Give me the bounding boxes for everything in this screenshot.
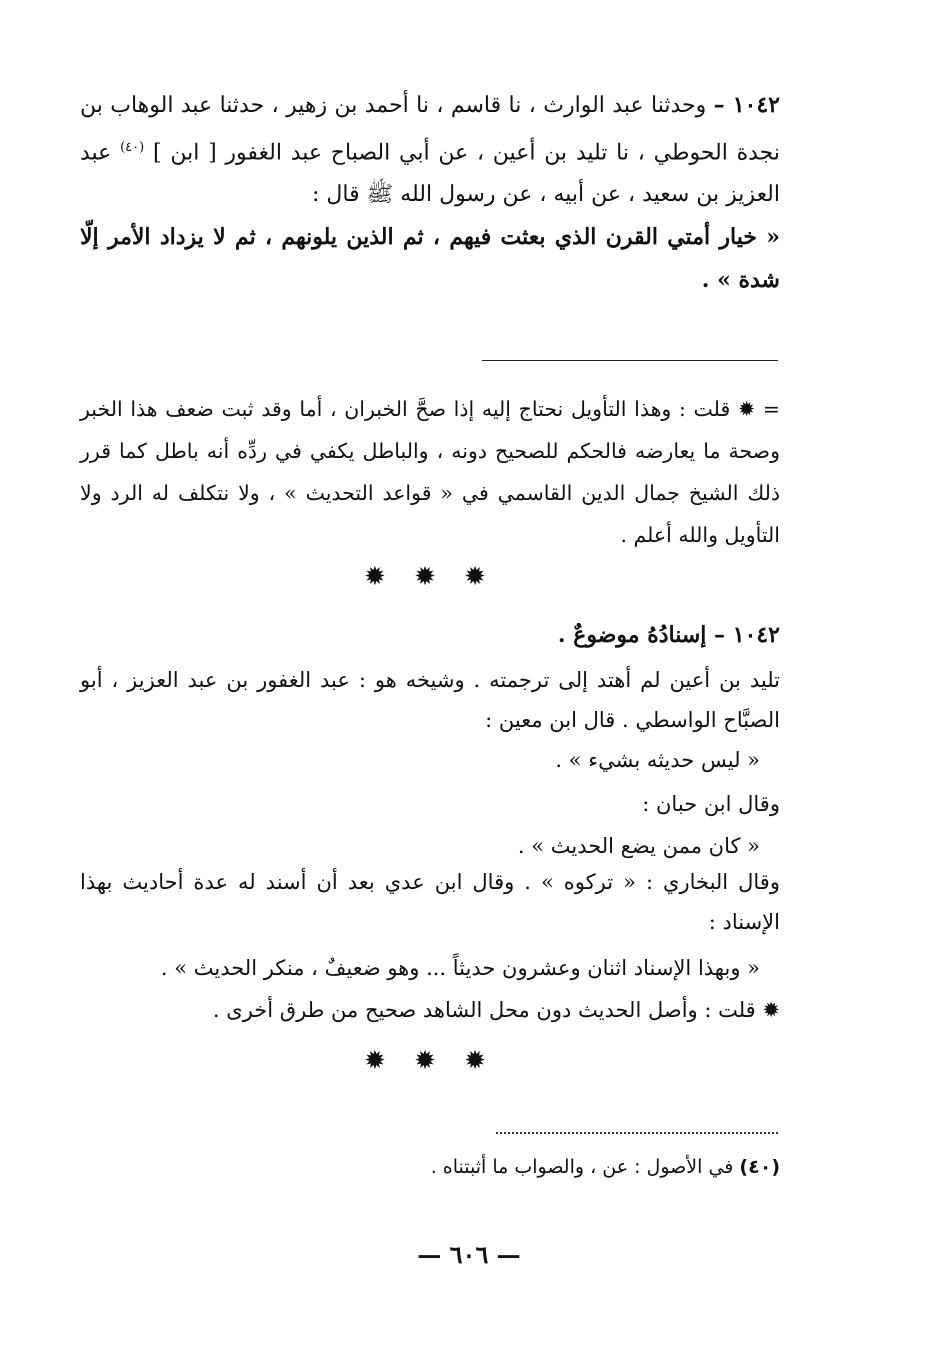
hadith-isnad-part-2: عبد العزيز بن سعيد ، عن أبيه ، عن رسول الله ﷺ قال : <box>80 140 780 208</box>
commentary-ibn-hibban: وقال ابن حبان : <box>642 792 780 816</box>
quote-ibn-maeen: « ليس حديثه بشيء » . <box>555 748 760 772</box>
footnote-continuation: = ✹ قلت : وهذا التأويل نحتاج إليه إذا صحَّ الخبران ، أما وقد ثبت ضعف هذا الخبر وصحة ما يعارضه فالحكم للصحيح دونه ، والباطل يكفي في ردِّه أنه باطل كما قرر ذلك الشيخ جمال الدين القاسمي في « قواعد التحديث » ، ولا نتكلف له الرد ولا التأويل والله أعلم . <box>80 397 780 547</box>
section-separator-stars-2: ✹ ✹ ✹ <box>364 1046 496 1076</box>
section-separator-stars: ✹ ✹ ✹ <box>364 562 496 592</box>
footnote-reference: (٤٠) <box>120 140 145 155</box>
hadith-isnad-part-1: وحدثنا عبد الوارث ، نا قاسم ، نا أحمد بن زهير ، حدثنا عبد الوهاب بن نجدة الحوطي ، نا تليد بن أعين ، عن أبي الصباح عبد الغفور [ ابن ] <box>80 93 780 166</box>
quote-ibn-hibban: « كان ممن يضع الحديث » . <box>517 834 760 858</box>
quote-ibn-adi: « وبهذا الإسناد اثنان وعشرون حديثاً ... وهو ضعيفٌ ، منكر الحديث » . <box>160 956 760 980</box>
hadith-matn: « خيار أمتي القرن الذي بعثت فيهم ، ثم الذين يلونهم ، ثم لا يزداد الأمر إلّا شدة » . <box>80 224 780 294</box>
page-number: — ٦٠٦ — <box>417 1240 521 1269</box>
commentary-note: ✹ قلت : وأصل الحديث دون محل الشاهد صحيح من طرق أخرى . <box>212 998 780 1022</box>
footnote <box>431 1150 780 1184</box>
commentary-paragraph-tulaid: تليد بن أعين لم أهتد إلى ترجمته . وشيخه هو : عبد الغفور بن عبد العزيز ، أبو الصبَّاح الواسطي . قال ابن معين : <box>80 668 780 732</box>
commentary-heading: ١٠٤٢ – إسنادُهُ موضوعٌ . <box>557 622 780 648</box>
footnote-text: في الأصول : عن ، والصواب ما أثبتناه . <box>430 1156 734 1178</box>
hadith-entry <box>80 84 780 302</box>
footnote-number: (٤٠) <box>739 1156 780 1178</box>
hadith-number: ١٠٤٢ – <box>713 92 780 118</box>
footnote-dotted-divider <box>496 1132 778 1134</box>
footnote-divider-line <box>482 360 778 361</box>
commentary-bukhari: وقال البخاري : « تركوه » . وقال ابن عدي بعد أن أسند له عدة أحاديث بهذا الإسناد : <box>80 870 780 934</box>
